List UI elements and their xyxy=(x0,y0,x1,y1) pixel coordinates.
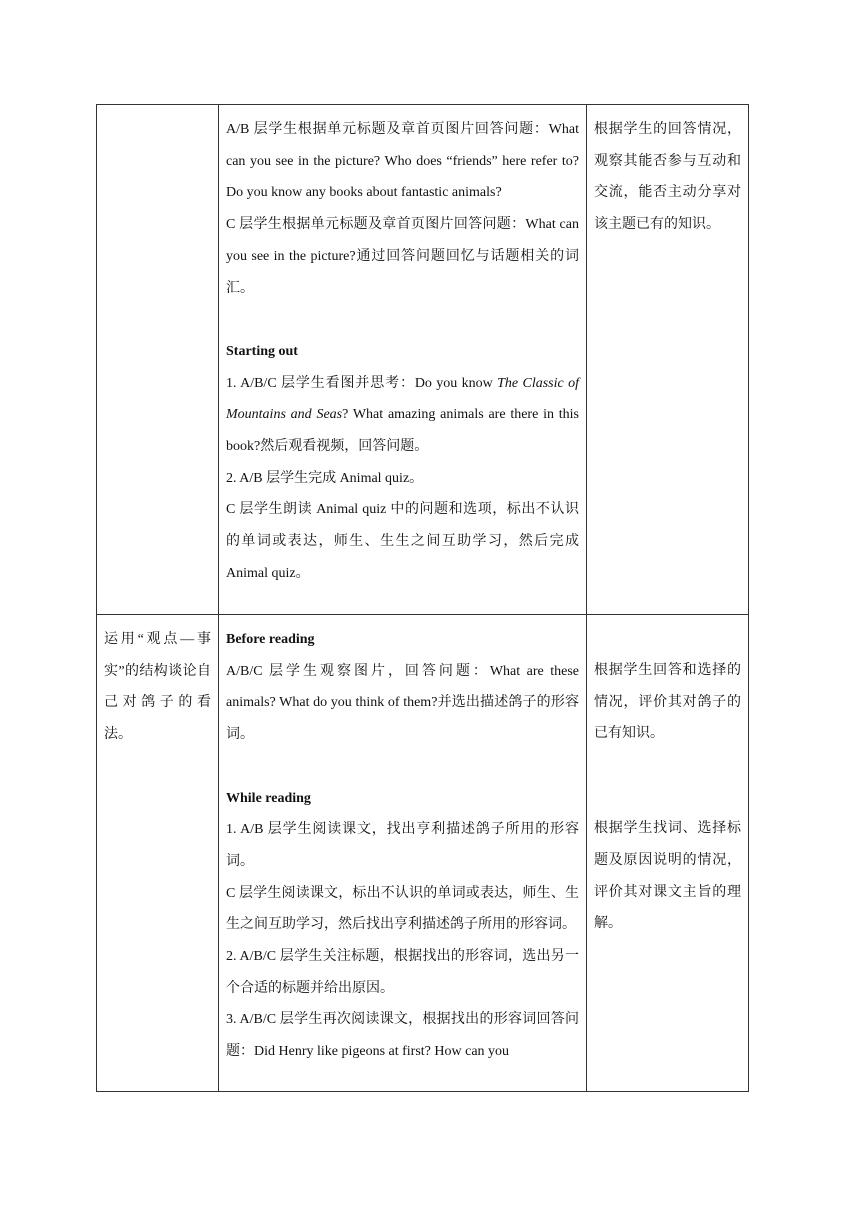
activity-paragraph: 1. A/B/C 层学生看图并思考：Do you know The Classic of Mountains and Seas? What amazing animals are there in this book?然后观看视频，回答问题。 xyxy=(226,375,579,455)
book-title: The Classic of Mountains and Seas xyxy=(226,375,579,423)
assessment-cell xyxy=(587,105,749,615)
objective-text: 运用“观点—事实”的结构谈论自己对鸽子的看法。 xyxy=(104,632,211,743)
activity-paragraph: 1. A/B 层学生阅读课文，找出亨利描述鸽子所用的形容词。 xyxy=(226,822,579,869)
assessment-text: 根据学生找词、选择标题及原因说明的情况，评价其对课文主旨的理解。 xyxy=(594,821,741,932)
activity-paragraph: C 层学生根据单元标题及章首页图片回答问题：What can you see in the picture?通过回答问题回忆与话题相关的词汇。 xyxy=(226,217,579,296)
objective-cell xyxy=(97,615,219,1092)
activity-paragraph: A/B/C 层学生观察图片，回答问题：What are these animals? What do you think of them?并选出描述鸽子的形容词。 xyxy=(226,663,579,743)
lesson-plan-table xyxy=(96,104,749,1092)
activity-paragraph: C 层学生阅读课文，标出不认识的单词或表达，师生、生生之间互助学习，然后找出亨利描述鸽子所用的形容词。 xyxy=(226,885,579,933)
activity-paragraph: 2. A/B 层学生完成 Animal quiz。 xyxy=(226,470,424,486)
section-heading: Starting out xyxy=(226,343,298,359)
activity-paragraph: C 层学生朗读 Animal quiz 中的问题和选项，标出不认识的单词或表达，师生、生生之间互助学习，然后完成 Animal quiz。 xyxy=(226,502,579,581)
activity-cell xyxy=(219,105,587,615)
activity-paragraph: 3. A/B/C 层学生再次阅读课文，根据找出的形容词回答问题：Did Henry like pigeons at first? How can you xyxy=(226,1012,579,1060)
objective-cell xyxy=(97,105,219,615)
assessment-text: 根据学生回答和选择的情况，评价其对鸽子的已有知识。 xyxy=(594,663,741,742)
section-heading: Before reading xyxy=(226,632,315,647)
activity-paragraph: 2. A/B/C 层学生关注标题，根据找出的形容词，选出另一个合适的标题并给出原因。 xyxy=(226,949,579,996)
assessment-text: 根据学生的回答情况，观察其能否参与互动和交流，能否主动分享对该主题已有的知识。 xyxy=(594,122,741,233)
table-row xyxy=(97,105,749,615)
assessment-cell xyxy=(587,615,749,1092)
activity-cell xyxy=(219,615,587,1092)
activity-paragraph: A/B 层学生根据单元标题及章首页图片回答问题：What can you see in the picture? Who does “friends” here refer to? Do you know any books about fantastic animals? xyxy=(226,122,579,201)
table-row xyxy=(97,615,749,1092)
section-heading: While reading xyxy=(226,790,311,806)
